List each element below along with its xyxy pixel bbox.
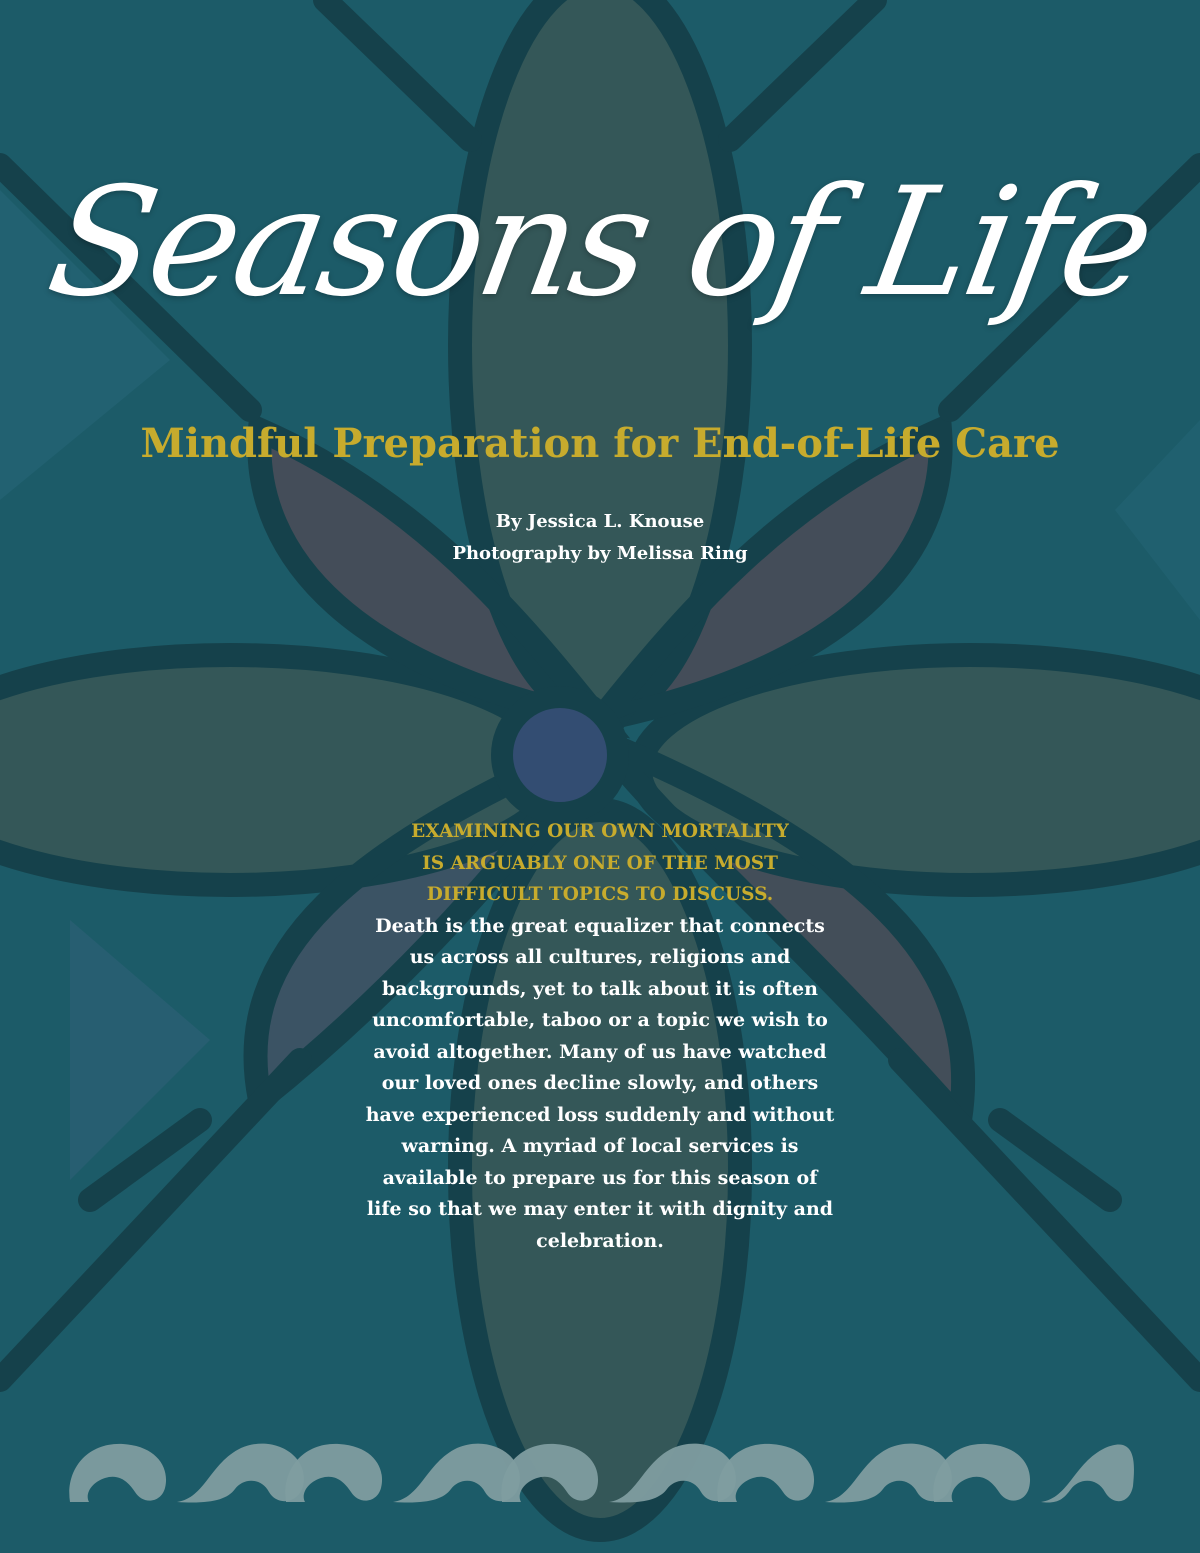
body-line: life so that we may enter it with dignity and [366, 1198, 834, 1220]
page-subtitle: Mindful Preparation for End-of-Life Care [140, 420, 1060, 467]
lead-line: EXAMINING OUR OWN MORTALITY [411, 821, 789, 842]
article-intro [355, 816, 845, 1257]
author-byline: By Jessica L. Knouse [495, 511, 705, 532]
body-line: avoid altogether. Many of us have watched [373, 1040, 827, 1063]
wave-ornament [69, 1444, 304, 1503]
wave-ornament [501, 1444, 736, 1503]
body-line: warning. A myriad of local services is [401, 1135, 799, 1157]
wave-ornament [285, 1444, 520, 1503]
body-line: Death is the great equalizer that connects [375, 914, 825, 937]
wave-ornament [933, 1444, 1134, 1503]
page-title: Seasons of Life [37, 156, 1163, 330]
credits [0, 506, 1200, 570]
body-line: our loved ones decline slowly, and others [381, 1072, 819, 1094]
lead-line: DIFFICULT TOPICS TO DISCUSS. [426, 884, 774, 905]
wave-border [65, 1440, 1135, 1504]
body-line: us across all cultures, religions and [409, 946, 791, 968]
wave-ornament [717, 1444, 952, 1503]
body-line: uncomfortable, taboo or a topic we wish to [372, 1009, 828, 1031]
lead-in [355, 816, 845, 911]
body-line: available to prepare us for this season of [382, 1166, 818, 1189]
body-text [355, 911, 845, 1258]
photo-credit: Photography by Melissa Ring [452, 543, 748, 564]
body-line: have experienced loss suddenly and without [365, 1103, 835, 1126]
body-line: celebration. [536, 1229, 664, 1252]
lead-line: IS ARGUABLY ONE OF THE MOST [422, 852, 778, 874]
body-line: backgrounds, yet to talk about it is often [382, 977, 818, 1000]
